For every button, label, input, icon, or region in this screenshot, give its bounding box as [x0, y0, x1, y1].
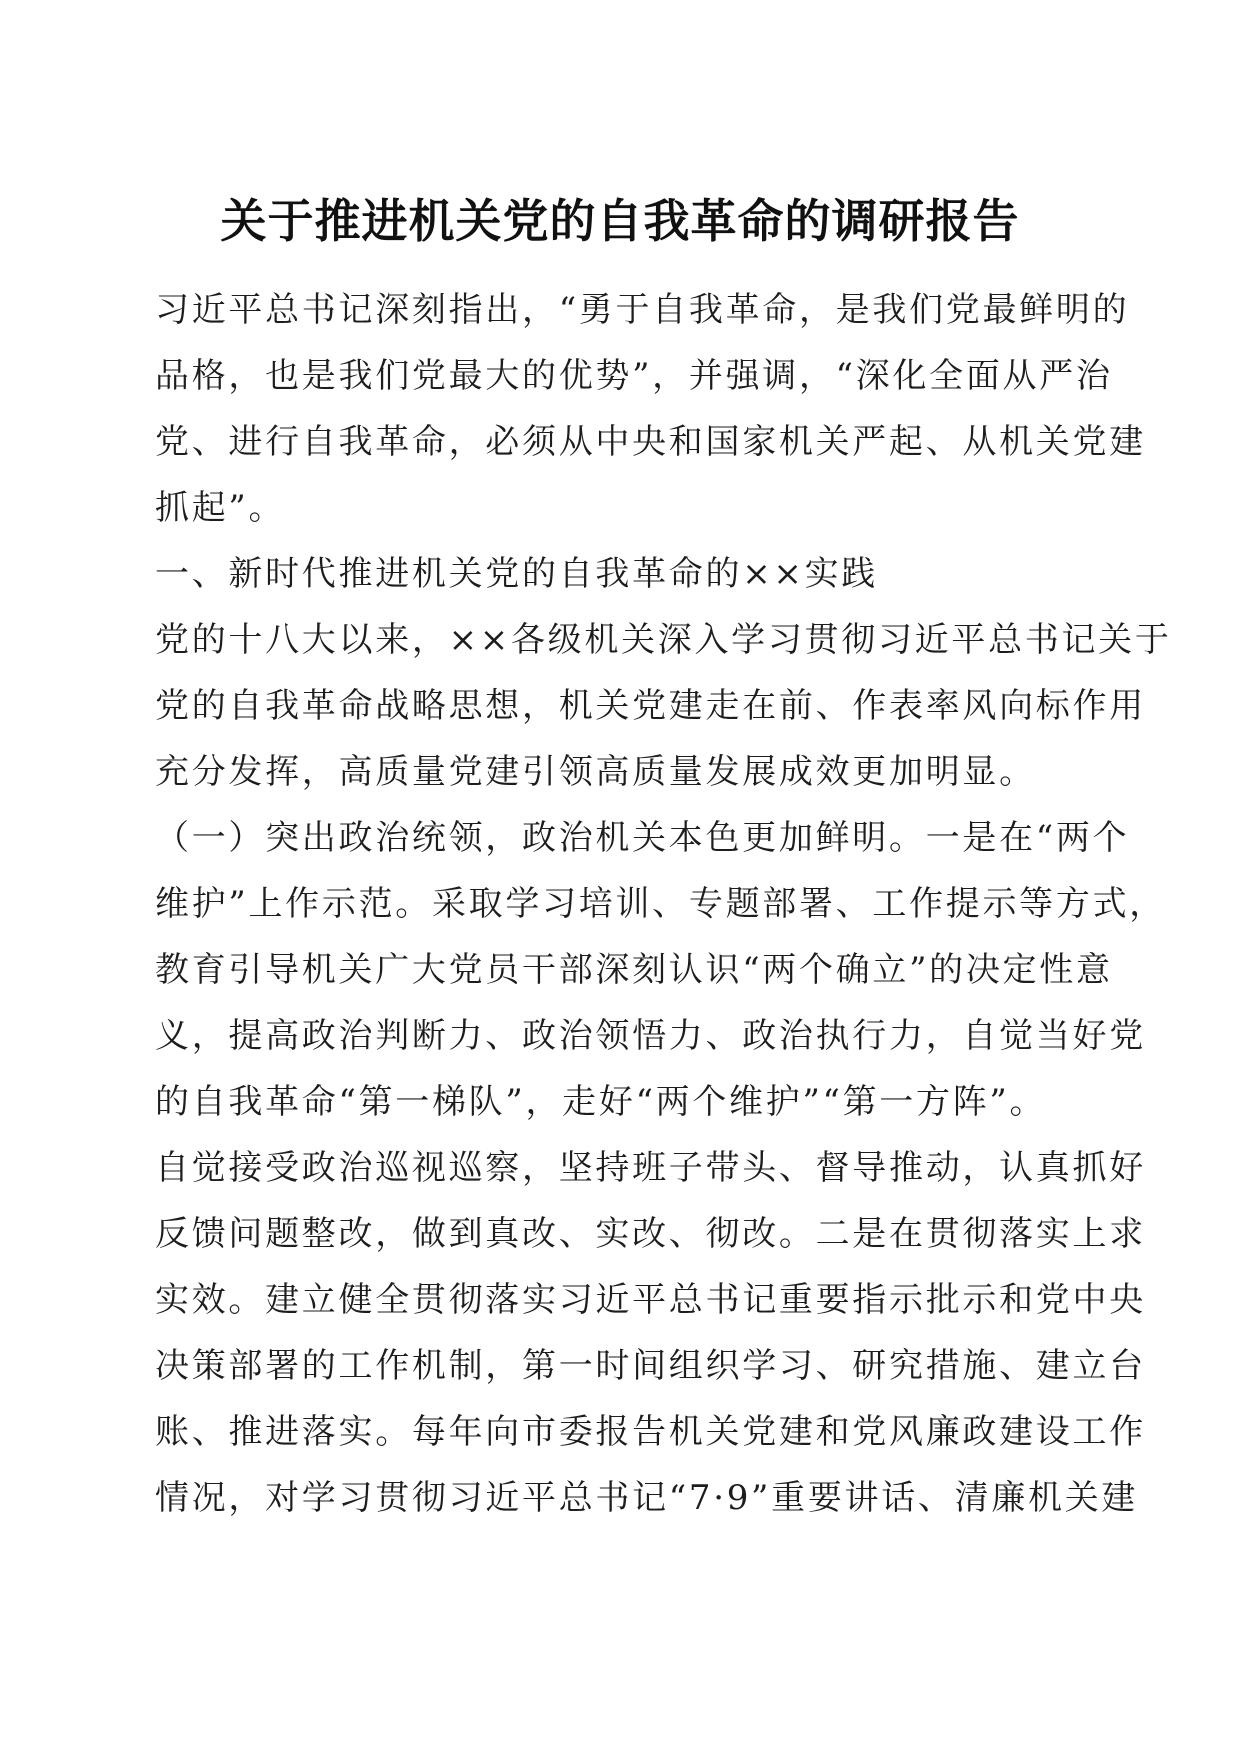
body-line: 实效。建立健全贯彻落实习近平总书记重要指示批示和党中央: [155, 1280, 1146, 1320]
body-line: 决策部署的工作机制，第一时间组织学习、研究措施、建立台: [155, 1346, 1146, 1386]
body-line: 充分发挥，高质量党建引领高质量发展成效更加明显。: [155, 752, 1036, 792]
body-line: 抓起”。: [155, 488, 286, 528]
body-line: 义，提高政治判断力、政治领悟力、政治执行力，自觉当好党: [155, 1016, 1146, 1056]
body-line: 习近平总书记深刻指出，“勇于自我革命，是我们党最鲜明的: [155, 290, 1130, 330]
section-heading: 一、新时代推进机关党的自我革命的××实践: [155, 554, 878, 594]
subsection-line: （一）突出政治统领，政治机关本色更加鲜明。一是在“两个: [155, 818, 1130, 858]
document-title: 关于推进机关党的自我革命的调研报告: [220, 194, 1020, 248]
body-line: 反馈问题整改，做到真改、实改、彻改。二是在贯彻落实上求: [155, 1214, 1146, 1254]
body-line: 账、推进落实。每年向市委报告机关党建和党风廉政建设工作: [155, 1412, 1146, 1452]
body-line: 教育引导机关广大党员干部深刻认识“两个确立”的决定性意: [155, 950, 1113, 990]
body-line: 党的十八大以来，××各级机关深入学习贯彻习近平总书记关于: [155, 620, 1172, 660]
body-line: 情况，对学习贯彻习近平总书记“7·9”重要讲话、清廉机关建: [155, 1478, 1139, 1518]
body-line: 党、进行自我革命，必须从中央和国家机关严起、从机关党建: [155, 422, 1146, 462]
body-line: 维护”上作示范。采取学习培训、专题部署、工作提示等方式，: [155, 884, 1166, 924]
body-line: 党的自我革命战略思想，机关党建走在前、作表率风向标作用: [155, 686, 1146, 726]
body-line: 自觉接受政治巡视巡察，坚持班子带头、督导推动，认真抓好: [155, 1148, 1146, 1188]
body-line: 的自我革命“第一梯队”，走好“两个维护”“第一方阵”。: [155, 1082, 1047, 1122]
body-line: 品格，也是我们党最大的优势”，并强调，“深化全面从严治: [155, 356, 1113, 396]
